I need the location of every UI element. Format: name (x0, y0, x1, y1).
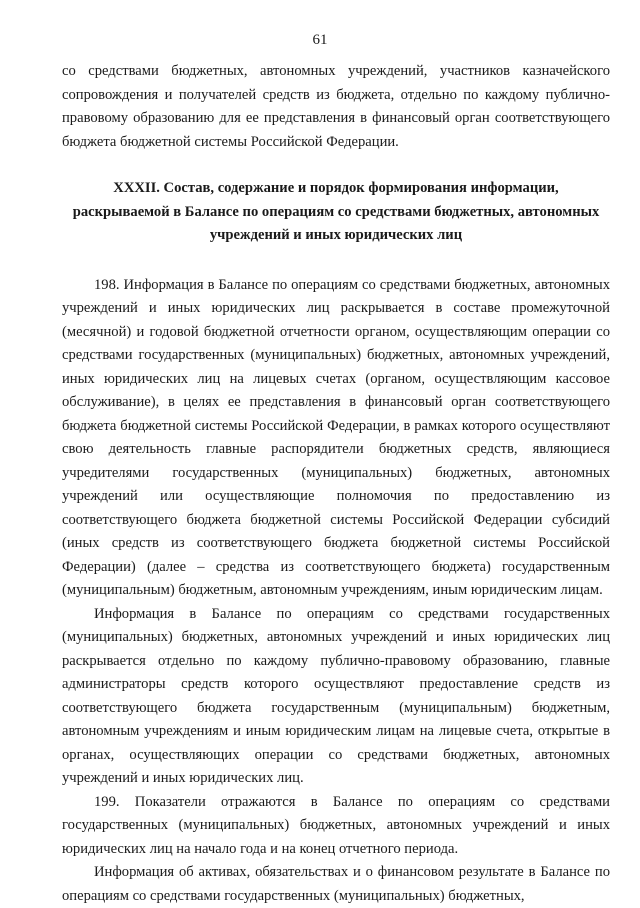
paragraph: Информация в Балансе по операциям со средствами государственных (муниципальных) бюджетных, автономных учреждений и иных юридических лиц раскрывается отдельно по каждому публично-правовому образованию, главные администраторы средств которого осуществляют предоставление средств из соответствующего бюджета государственным (муниципальным) бюджетным, автономным учреждениям и иным юридическим лицам на лицевые счета, открытые в органах, осуществляющих операции со средствами бюджетных, автономных учреждений и иных юридических лиц. (62, 605, 610, 786)
paragraph: Информация об активах, обязательствах и о финансовом результате в Балансе по операциям со средствами государственных (муниципальных) бюджетных, (62, 864, 610, 904)
page-number: 61 (312, 32, 328, 48)
document-body (62, 60, 610, 908)
paragraph-199: 199. Показатели отражаются в Балансе по операциям со средствами государственных (муниципальных) бюджетных, автономных учреждений и иных юридических лиц на начало года и на конец отчетного периода. (62, 793, 610, 857)
paragraph-198: 198. Информация в Балансе по операциям со средствами бюджетных, автономных учреждений и иных юридических лиц раскрывается в составе промежуточной (месячной) и годовой бюджетной отчетности органом, осуществляющим операции со средствами государственных (муниципальных) бюджетных, автономных учреждений, иных юридических лиц на лицевых счетах (органом, осуществляющим кассовое обслуживание), в целях ее представления в финансовый орган соответствующего бюджета бюджетной системы Российской Федерации, в рамках которого осуществляют свою деятельность главные распорядители бюджетных средств, являющиеся учредителями государственных (муниципальных) бюджетных, автономных учреждений или осуществляющие полномочия по предоставлению из соответствующего бюджета бюджетной системы Российской Федерации субсидий (иных средств из соответствующего бюджета бюджетной системы Российской Федерации) (далее – средства из соответствующего бюджета) государственным (муниципальным) бюджетным, автономным учреждениям, иным юридическим лицам. (62, 276, 610, 598)
section-heading: XXXII. Состав, содержание и порядок формирования информации, раскрываемой в Балансе по операциям со средствами бюджетных, автономных учреждений и иных юридических лиц (72, 180, 600, 243)
paragraph-continued: со средствами бюджетных, автономных учреждений, участников казначейского сопровождения и получателей средств из бюджета, отдельно по каждому публично-правовому образованию для ее представления в финансовый орган соответствующего бюджета бюджетной системы Российской Федерации. (62, 63, 610, 150)
